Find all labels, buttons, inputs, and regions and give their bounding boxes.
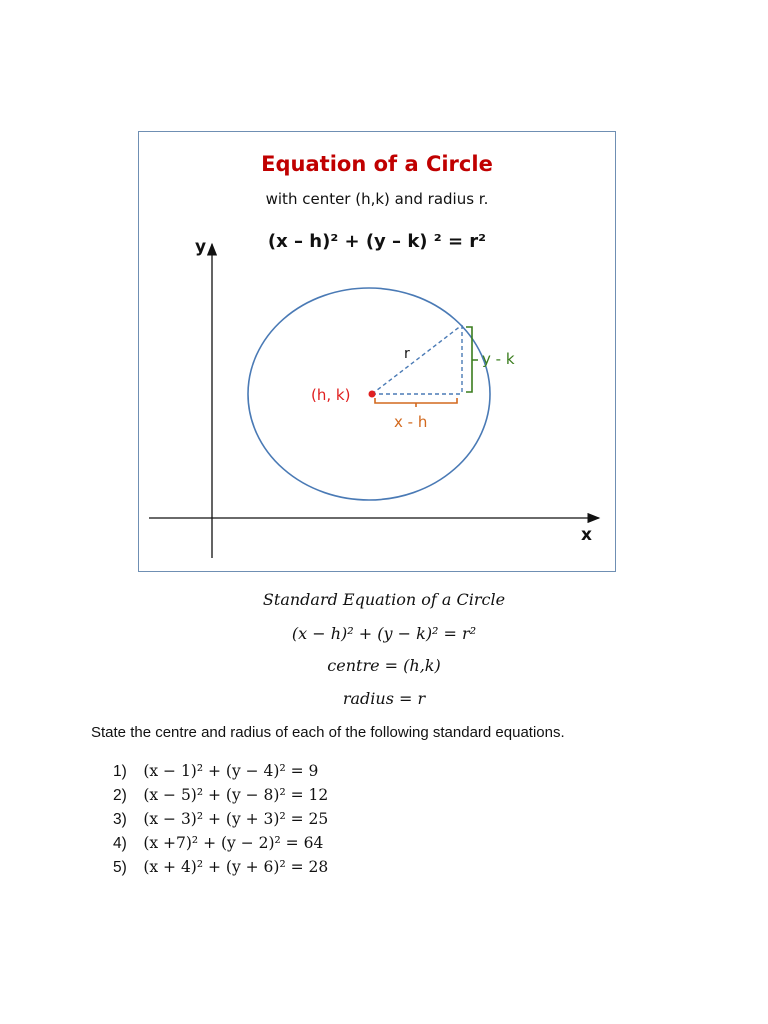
list-item [113,807,328,831]
figure-subtitle: with center (h,k) and radius r. [265,190,489,208]
problem-equation: (x − 3)² + (y + 3)² = 25 [143,810,329,828]
y-minus-k-brace [466,327,478,392]
list-item [113,831,328,855]
centre-definition: centre = (h,k) [327,656,441,675]
figure-equation: (x – h)² + (y – k) ² = r² [267,231,487,252]
problem-equation: (x − 5)² + (y − 8)² = 12 [143,786,329,804]
x-minus-h-label: x - h [394,413,428,431]
radius-label: r [404,346,410,362]
problem-equation: (x +7)² + (y − 2)² = 64 [143,834,324,852]
y-minus-k-label: y - k [482,350,515,368]
y-axis-label: y [195,237,207,257]
problem-equation: (x − 1)² + (y − 4)² = 9 [143,762,319,780]
center-label: (h, k) [311,386,351,404]
x-axis-label: x [581,525,592,545]
standard-equation-heading: Standard Equation of a Circle [262,590,506,609]
instruction-text: State the centre and radius of each of the following standard equations. [91,724,565,741]
center-point [369,391,376,398]
problem-number: 1) [113,763,127,780]
problem-number: 3) [113,811,127,828]
radius-line [372,325,462,394]
problem-number: 2) [113,787,127,804]
standard-equation: (x − h)² + (y − k)² = r² [291,624,477,643]
list-item [113,783,328,807]
x-minus-h-brace [375,398,457,407]
radius-definition: radius = r [342,689,426,708]
circle-diagram [139,132,615,571]
problem-list [113,759,328,879]
figure-title: Equation of a Circle [261,152,493,176]
list-item [113,759,328,783]
problem-number: 5) [113,859,127,876]
problem-equation: (x + 4)² + (y + 6)² = 28 [143,858,329,876]
list-item [113,855,328,879]
problem-number: 4) [113,835,127,852]
circle-diagram-figure [138,131,616,572]
